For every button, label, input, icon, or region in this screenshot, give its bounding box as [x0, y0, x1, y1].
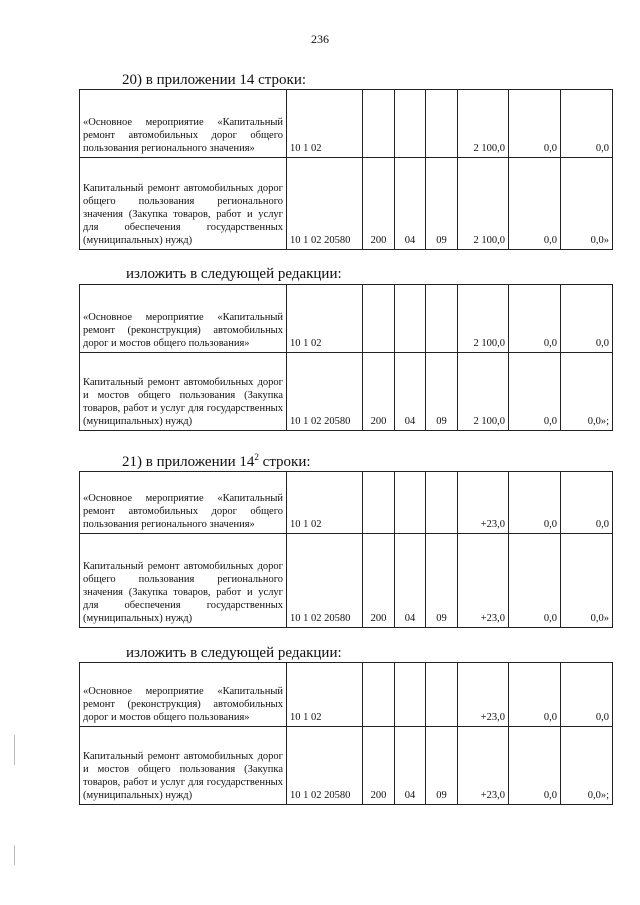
target-code: 10 1 02 20580 — [287, 534, 363, 628]
amount-2: 0,0 — [509, 285, 561, 353]
subsection-code: 09 — [426, 534, 458, 628]
subsection-code — [426, 472, 458, 534]
amount-1: 2 100,0 — [458, 90, 509, 158]
amount-2: 0,0 — [509, 158, 561, 250]
section-code: 04 — [395, 158, 426, 250]
budget-table — [79, 89, 613, 250]
table-row — [80, 158, 613, 250]
amount-1: 2 100,0 — [458, 158, 509, 250]
table-row — [80, 285, 613, 353]
heading-text: 21) в приложении 14 — [122, 454, 255, 470]
amount-1: 2 100,0 — [458, 353, 509, 431]
amount-1: 2 100,0 — [458, 285, 509, 353]
section-code — [395, 663, 426, 727]
budget-table — [79, 471, 613, 628]
target-code: 10 1 02 — [287, 90, 363, 158]
heading-tail: строки: — [258, 454, 311, 470]
amount-3: 0,0 — [561, 663, 613, 727]
amount-2: 0,0 — [509, 472, 561, 534]
target-code: 10 1 02 20580 — [287, 727, 363, 805]
expense-type: 200 — [363, 353, 395, 431]
scan-margin-mark — [14, 735, 15, 765]
item-name: «Основное мероприятие «Капитальный ремонт автомобильных дорог общего пользования регионального значения» — [80, 472, 287, 534]
section-code: 04 — [395, 534, 426, 628]
section-code: 04 — [395, 727, 426, 805]
table-row — [80, 534, 613, 628]
section-code — [395, 285, 426, 353]
target-code: 10 1 02 — [287, 663, 363, 727]
amount-3: 0,0 — [561, 285, 613, 353]
target-code: 10 1 02 20580 — [287, 353, 363, 431]
item-name: «Основное мероприятие «Капитальный ремонт (реконструкция) автомобильных дорог и мостов общего пользования» — [80, 285, 287, 353]
amount-3: 0,0»; — [561, 353, 613, 431]
heading-text: изложить в следующей редакции: — [126, 266, 342, 282]
section-heading — [126, 645, 342, 662]
amount-3: 0,0» — [561, 158, 613, 250]
target-code: 10 1 02 20580 — [287, 158, 363, 250]
amount-1: +23,0 — [458, 472, 509, 534]
item-name: Капитальный ремонт автомобильных дорог общего пользования регионального значения (Закупка товаров, работ и услуг для обеспечения государственных (муниципальных) нужд) — [80, 534, 287, 628]
amount-1: +23,0 — [458, 663, 509, 727]
section-heading — [122, 452, 311, 471]
expense-type — [363, 285, 395, 353]
heading-text: изложить в следующей редакции: — [126, 645, 342, 661]
item-name: Капитальный ремонт автомобильных дорог и мостов общего пользования (Закупка товаров, работ и услуг для государственных (муниципальных) нужд) — [80, 353, 287, 431]
expense-type: 200 — [363, 158, 395, 250]
section-code — [395, 472, 426, 534]
amount-1: +23,0 — [458, 727, 509, 805]
amount-2: 0,0 — [509, 727, 561, 805]
table-row — [80, 727, 613, 805]
amount-2: 0,0 — [509, 534, 561, 628]
amount-3: 0,0 — [561, 90, 613, 158]
expense-type: 200 — [363, 727, 395, 805]
expense-type — [363, 472, 395, 534]
expense-type — [363, 663, 395, 727]
section-code — [395, 90, 426, 158]
scan-margin-mark — [14, 845, 15, 865]
amount-3: 0,0» — [561, 534, 613, 628]
subsection-code — [426, 90, 458, 158]
subsection-code: 09 — [426, 727, 458, 805]
amount-2: 0,0 — [509, 90, 561, 158]
amount-2: 0,0 — [509, 353, 561, 431]
subsection-code: 09 — [426, 158, 458, 250]
section-code: 04 — [395, 353, 426, 431]
table-row — [80, 472, 613, 534]
subsection-code — [426, 285, 458, 353]
item-name: «Основное мероприятие «Капитальный ремонт автомобильных дорог общего пользования регионального значения» — [80, 90, 287, 158]
heading-superscript: 2 — [254, 452, 259, 462]
target-code: 10 1 02 — [287, 285, 363, 353]
amount-3: 0,0»; — [561, 727, 613, 805]
section-heading — [122, 72, 306, 89]
amount-2: 0,0 — [509, 663, 561, 727]
expense-type — [363, 90, 395, 158]
page-number: 236 — [311, 32, 329, 46]
table-row — [80, 663, 613, 727]
item-name: «Основное мероприятие «Капитальный ремонт (реконструкция) автомобильных дорог и мостов общего пользования» — [80, 663, 287, 727]
amount-3: 0,0 — [561, 472, 613, 534]
table-row — [80, 353, 613, 431]
budget-table — [79, 284, 613, 431]
table-row — [80, 90, 613, 158]
expense-type: 200 — [363, 534, 395, 628]
section-heading — [126, 266, 342, 283]
subsection-code — [426, 663, 458, 727]
item-name: Капитальный ремонт автомобильных дорог и мостов общего пользования (Закупка товаров, работ и услуг для государственных (муниципальных) нужд) — [80, 727, 287, 805]
amount-1: +23,0 — [458, 534, 509, 628]
target-code: 10 1 02 — [287, 472, 363, 534]
budget-table — [79, 662, 613, 805]
item-name: Капитальный ремонт автомобильных дорог общего пользования регионального значения (Закупка товаров, работ и услуг для обеспечения государственных (муниципальных) нужд) — [80, 158, 287, 250]
heading-text: 20) в приложении 14 строки: — [122, 72, 307, 88]
subsection-code: 09 — [426, 353, 458, 431]
